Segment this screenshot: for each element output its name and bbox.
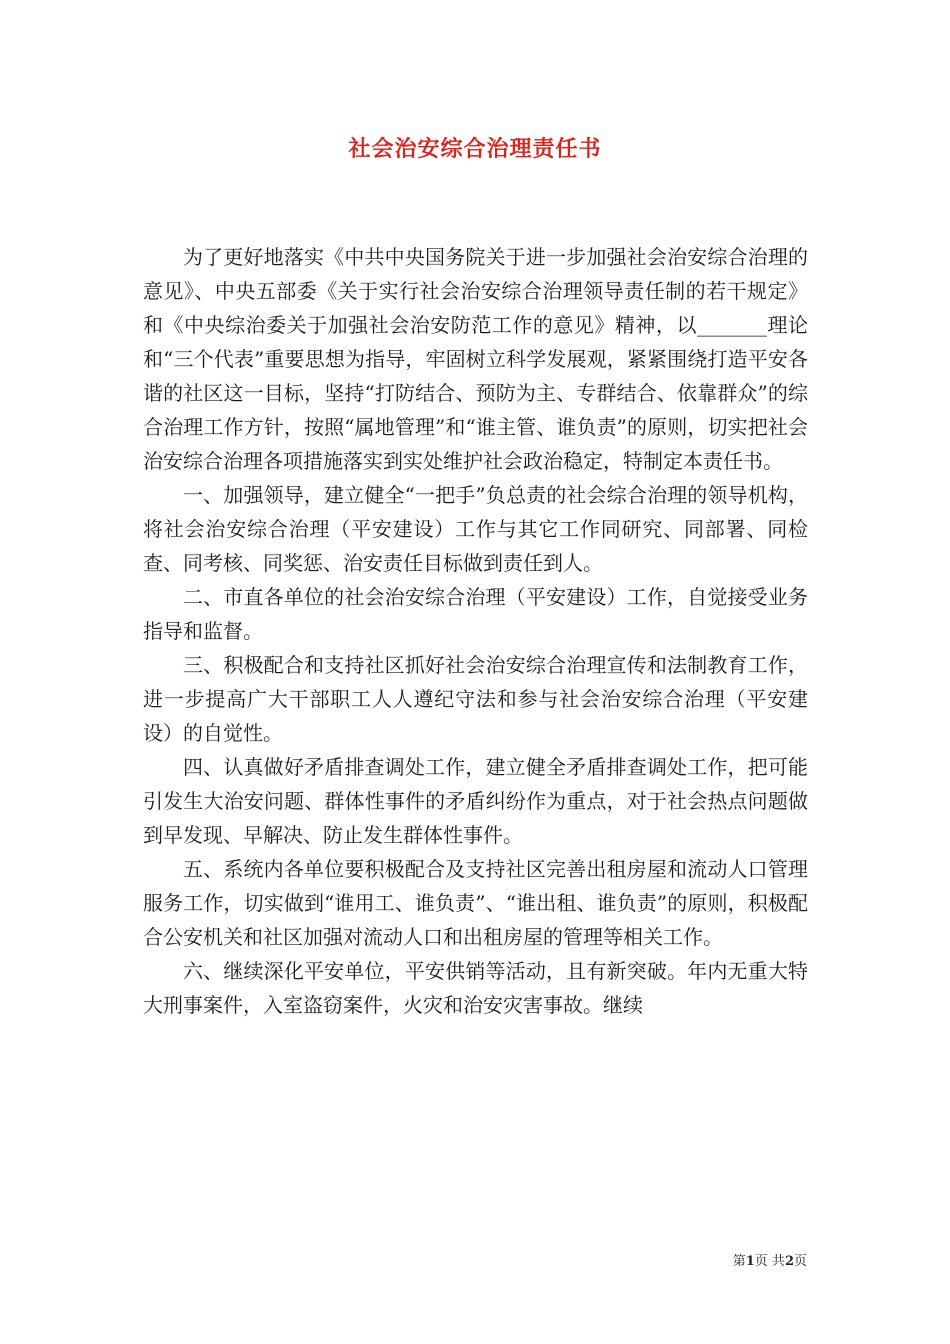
document-title: 社会治安综合治理责任书 (348, 136, 602, 162)
clause-5-paragraph: 五、系统内各单位要积极配合及支持社区完善出租房屋和流动人口管理服务工作，切实做到“谁用工、谁负责”、“谁出租、谁负责”的原则，积极配合公安机关和社区加强对流动人口和出租房屋的管理等相关工作。 (143, 857, 808, 949)
footer-prefix: 第 (732, 1254, 746, 1269)
footer-middle: 页 共 (754, 1254, 785, 1269)
page-number-footer (733, 1250, 807, 1269)
intro-paragraph: 为了更好地落实《中共中央国务院关于进一步加强社会治安综合治理的意见》、中央五部委《关于实行社会治安综合治理领导责任制的若干规定》和《中央综治委关于加强社会治安防范工作的意见》精神，以_______理论和“三个代表”重要思想为指导，牢固树立科学发展观，紧紧围绕打造平安各谐的社区这一目标，坚持“打防结合、预防为主、专群结合、依靠群众”的综合治理工作方针，按照“属地管理”和“谁主管、谁负责”的原则，切实把社会治安综合治理各项措施落实到实处维护社会政治稳定，特制定本责任书。 (143, 245, 808, 473)
total-page-number: 2 (784, 1254, 794, 1269)
clause-1-paragraph: 一、加强领导，建立健全“一把手”负总责的社会综合治理的领导机构，将社会治安综合治理（平安建设）工作与其它工作同研究、同部署、同检查、同考核、同奖惩、治安责任目标做到责任到人。 (143, 483, 808, 575)
clause-6-paragraph: 六、继续深化平安单位，平安供销等活动，且有新突破。年内无重大特大刑事案件，入室盗窃案件，火灾和治安灾害事故。继续 (143, 959, 808, 1017)
clause-4-paragraph: 四、认真做好矛盾排查调处工作，建立健全矛盾排查调处工作，把可能引发生大治安问题、群体性事件的矛盾纠纷作为重点，对于社会热点问题做到早发现、早解决、防止发生群体性事件。 (143, 755, 808, 847)
footer-suffix: 页 (793, 1254, 807, 1269)
document-body (143, 240, 808, 1022)
clause-3-paragraph: 三、积极配合和支持社区抓好社会治安综合治理宣传和法制教育工作，进一步提高广大干部职工人人遵纪守法和参与社会治安综合治理（平安建设）的自觉性。 (143, 653, 808, 745)
current-page-number: 1 (745, 1254, 755, 1269)
clause-2-paragraph: 二、市直各单位的社会治安综合治理（平安建设）工作，自觉接受业务指导和监督。 (143, 585, 808, 643)
